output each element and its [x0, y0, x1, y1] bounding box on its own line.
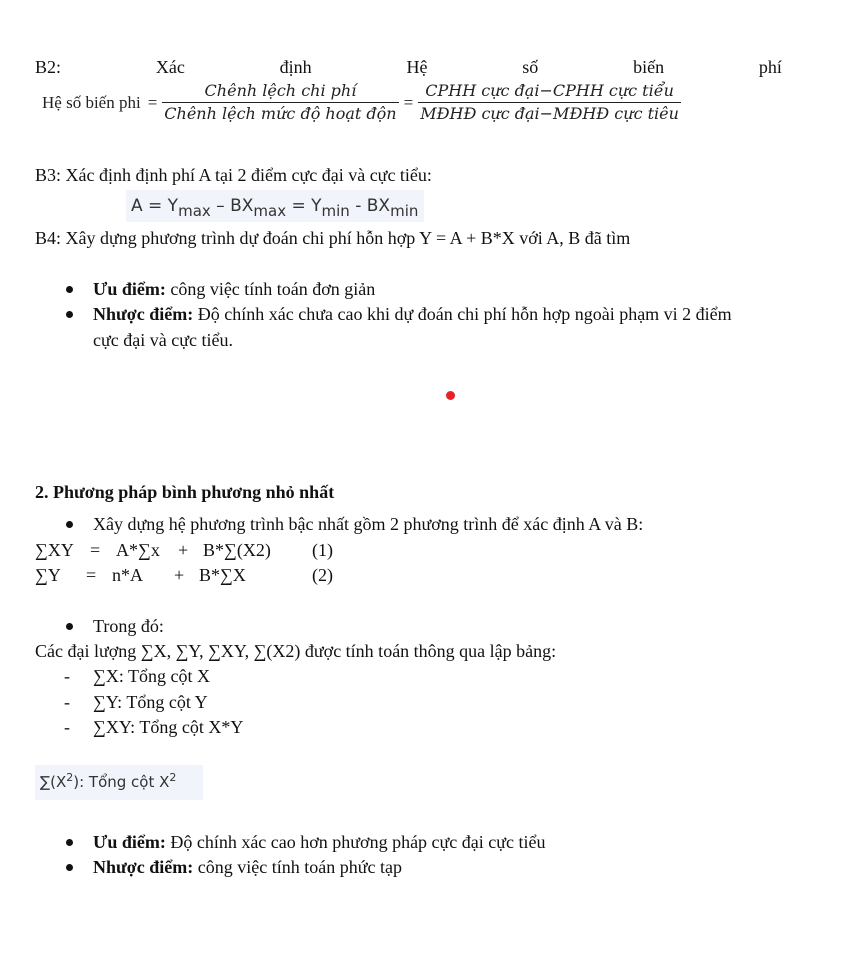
- bullet-icon: [66, 521, 73, 528]
- b2-word: số: [522, 57, 539, 77]
- bullet-icon: [66, 864, 73, 871]
- fraction-1-denominator: Chênh lệch mức độ hoạt độn: [164, 104, 397, 123]
- pros-label: Ưu điểm:: [93, 279, 166, 299]
- system-of-equations-intro: Xây dựng hệ phương trình bậc nhất gồm 2 phương trình để xác định A và B:: [93, 514, 644, 534]
- formula-part: ∑(X: [40, 773, 67, 791]
- eq-number: (1): [312, 540, 333, 560]
- formula-part: A = Y: [131, 196, 179, 216]
- equals-sign: =: [403, 92, 414, 112]
- eq-term-1: n*A: [112, 565, 143, 585]
- fraction-2: [418, 80, 681, 125]
- fraction-1-numerator: Chênh lệch chi phí: [204, 81, 357, 100]
- formula-part: ): Tổng cột X: [73, 773, 170, 791]
- bullet-icon: [66, 623, 73, 630]
- formula-part: – BX: [210, 196, 254, 216]
- b4-text: B4: Xây dựng phương trình dự đoán chi phí hỗn hợp Y = A + B*X với A, B đã tìm: [35, 228, 631, 248]
- equals-sign: =: [147, 92, 158, 112]
- cons-label: Nhược điểm:: [93, 304, 194, 324]
- b2-word: định: [279, 57, 312, 77]
- eq-equals: =: [90, 540, 101, 560]
- dash-item: ∑Y: Tổng cột Y: [93, 692, 208, 712]
- b2-word: biến: [633, 57, 665, 77]
- equation-1: [35, 538, 74, 562]
- bullet-icon: [66, 839, 73, 846]
- sum-x-squared-formula: [35, 765, 203, 800]
- b2-word: Hệ: [406, 57, 428, 77]
- cons-item: [93, 855, 402, 879]
- b2-word: phí: [758, 57, 782, 77]
- pros-text: công việc tính toán đơn giản: [165, 279, 376, 299]
- pros-label: Ưu điểm:: [93, 832, 166, 852]
- eq-lhs: ∑Y: [35, 565, 61, 585]
- eq-lhs: ∑XY: [35, 540, 74, 560]
- dash-marker: -: [64, 666, 70, 686]
- pros-item: [93, 277, 375, 301]
- bullet-icon: [66, 311, 73, 318]
- fraction-1: [162, 80, 398, 125]
- eq-number: (2): [312, 565, 333, 585]
- cons-text: công việc tính toán phức tạp: [193, 857, 402, 877]
- b2-word: B2:: [35, 57, 62, 77]
- fraction-2-denominator: MĐHĐ cực đại−MĐHĐ cực tiêu: [420, 104, 679, 123]
- fixed-cost-formula: [126, 190, 424, 222]
- cons-text-continued: cực đại và cực tiểu.: [93, 330, 233, 350]
- formula-part: = Y: [286, 196, 322, 216]
- pros-text: Độ chính xác cao hơn phương pháp cực đại cực tiểu: [165, 832, 546, 852]
- superscript: 2: [66, 771, 74, 784]
- b2-word: Xác: [155, 57, 185, 77]
- section-2-heading: 2. Phương pháp bình phương nhỏ nhất: [35, 482, 335, 502]
- superscript: 2: [169, 771, 177, 784]
- cons-item: [93, 302, 732, 326]
- eq-term-1: A*∑x: [116, 540, 160, 560]
- subscript: max: [178, 202, 211, 220]
- eq-term-2: B*∑X: [199, 565, 246, 585]
- b2-heading: [35, 55, 782, 79]
- formula-part: - BX: [349, 196, 391, 216]
- b3-text: B3: Xác định định phí A tại 2 điểm cực đại và cực tiểu:: [35, 165, 432, 185]
- dash-marker: -: [64, 692, 70, 712]
- cons-text: Độ chính xác chưa cao khi dự đoán chi phí hỗn hợp ngoài phạm vi 2 điểm: [193, 304, 732, 324]
- fraction-2-numerator: CPHH cực đại−CPHH cực tiểu: [425, 81, 674, 100]
- quantities-text: Các đại lượng ∑X, ∑Y, ∑XY, ∑(X2) được tính toán thông qua lập bảng:: [35, 641, 557, 661]
- dash-item: ∑X: Tổng cột X: [93, 666, 210, 686]
- bullet-icon: [66, 286, 73, 293]
- dash-item: ∑XY: Tổng cột X*Y: [93, 717, 244, 737]
- subscript: min: [321, 202, 350, 220]
- subscript: min: [390, 202, 419, 220]
- cons-label: Nhược điểm:: [93, 857, 194, 877]
- dash-marker: -: [64, 717, 70, 737]
- subscript: max: [253, 202, 287, 220]
- formula-lhs: Hệ số biến phi: [42, 92, 141, 112]
- eq-plus: +: [174, 565, 185, 585]
- eq-plus: +: [178, 540, 189, 560]
- eq-equals: =: [86, 565, 97, 585]
- eq-term-2: B*∑(X2): [203, 540, 271, 560]
- where-label: Trong đó:: [93, 616, 164, 636]
- variable-cost-ratio-formula: [42, 80, 683, 125]
- pros-item: [93, 830, 546, 854]
- red-dot-marker: [446, 391, 455, 400]
